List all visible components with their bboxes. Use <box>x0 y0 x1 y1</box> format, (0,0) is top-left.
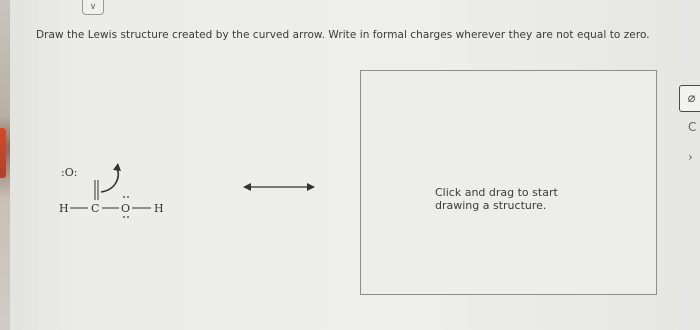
molecule-svg <box>55 150 195 230</box>
drawing-hint: Click and drag to start drawing a structure. <box>435 186 558 212</box>
lone-pair-dot <box>127 196 129 198</box>
lone-pair-dot <box>123 196 125 198</box>
lone-pair-dot <box>127 216 129 218</box>
eraser-icon: ⌀ <box>687 91 696 106</box>
lone-pair-dot <box>123 216 125 218</box>
eraser-tool-button[interactable] <box>679 85 700 112</box>
curved-arrow-head <box>113 163 121 171</box>
chevron-right-icon[interactable]: › <box>688 150 693 164</box>
carbon-tool-button[interactable]: C <box>688 120 697 134</box>
left-accent-bar <box>0 128 6 178</box>
curved-arrow <box>101 168 118 192</box>
collapse-tab[interactable] <box>82 0 104 15</box>
question-prompt: Draw the Lewis structure created by the curved arrow. Write in formal charges wherever they are not equal to zero. <box>36 29 650 41</box>
carbonyl-oxygen-label: :O: <box>61 166 78 179</box>
hydroxyl-oxygen-label: O <box>121 202 131 215</box>
structure-drawing-canvas[interactable] <box>360 70 657 295</box>
hydrogen-right-label: H <box>154 202 164 215</box>
carbon-label: C <box>91 202 100 215</box>
chevron-down-icon: ∨ <box>89 2 97 12</box>
formic-acid-structure <box>55 150 195 230</box>
hydrogen-left-label: H <box>59 202 69 215</box>
double-headed-arrow-icon <box>243 178 315 190</box>
